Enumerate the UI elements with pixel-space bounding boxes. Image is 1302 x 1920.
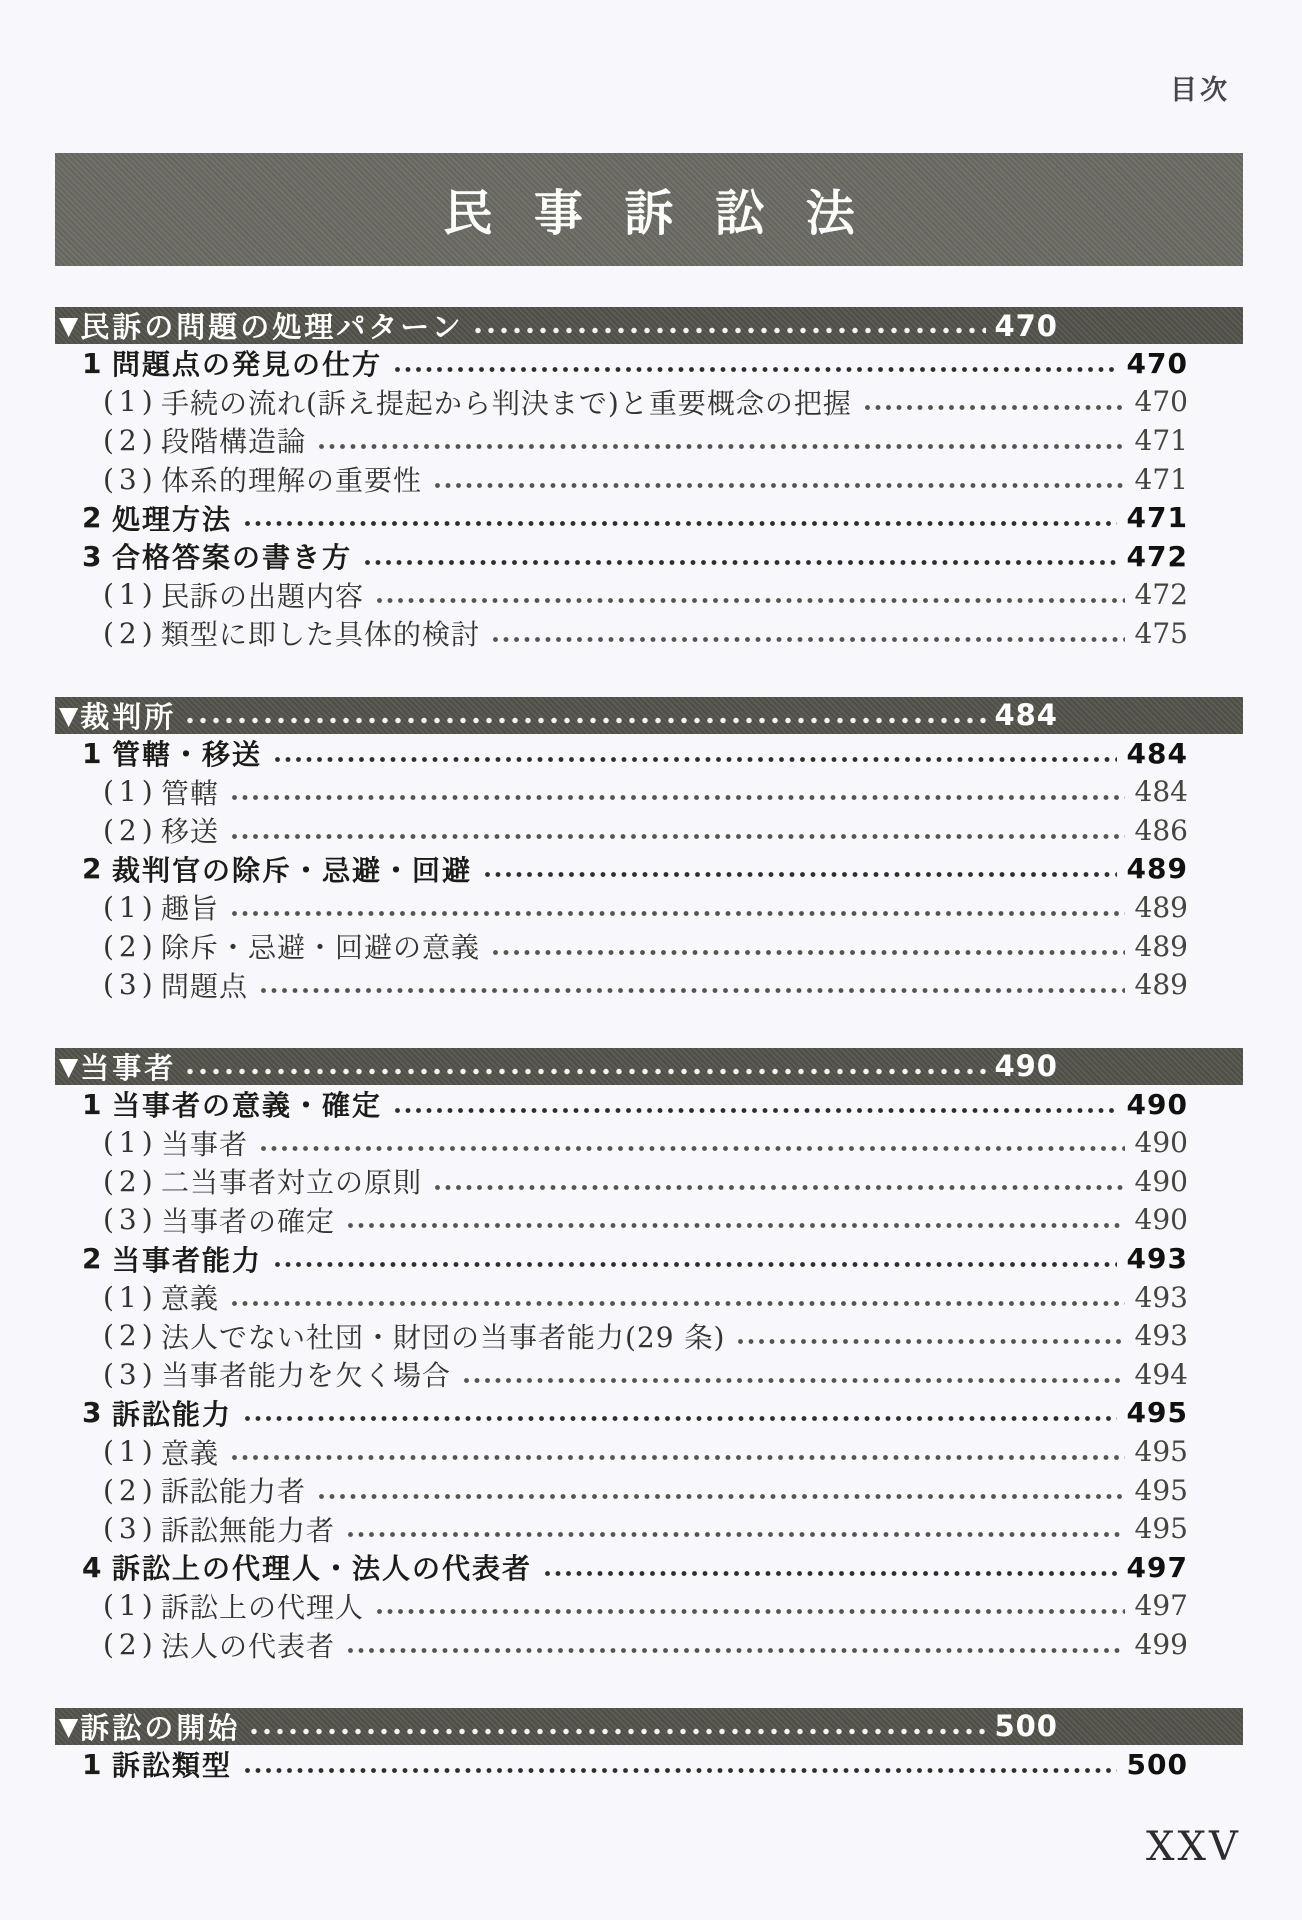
entry-label: 当事者 <box>161 1127 249 1161</box>
dot-leader <box>260 987 1125 994</box>
dot-leader <box>274 1261 1117 1268</box>
dot-leader <box>376 1608 1125 1615</box>
toc-entry <box>55 965 1188 1004</box>
entry-number: (2) <box>103 1319 158 1353</box>
entry-number: 1 <box>82 1747 102 1781</box>
entry-label: 管轄・移送 <box>112 738 263 772</box>
triangle-marker-icon: ▼ <box>59 700 79 730</box>
entry-number: (3) <box>103 968 158 1002</box>
entry-label: 手続の流れ(訴え提起から判決まで)と重要概念の把握 <box>161 386 852 420</box>
entry-number: (2) <box>103 1473 158 1507</box>
toc-entry <box>55 614 1188 653</box>
entry-label: 除斥・忌避・回避の意義 <box>161 931 481 965</box>
toc-entry <box>55 460 1188 499</box>
entry-page-number: 494 <box>1134 1357 1188 1391</box>
dot-leader <box>463 1377 1125 1384</box>
toc-entry <box>55 344 1188 383</box>
entry-page-number: 493 <box>1126 1242 1188 1276</box>
dot-leader <box>244 1767 1117 1774</box>
dot-leader <box>244 520 1117 527</box>
entry-number: 3 <box>82 1396 102 1430</box>
entry-number: (3) <box>103 1203 158 1237</box>
toc-entry <box>55 1355 1188 1394</box>
toc-entry <box>55 1745 1188 1784</box>
toc-entry <box>55 1471 1188 1510</box>
entry-page-number: 486 <box>1134 813 1188 847</box>
toc-corner-label: 目次 <box>1170 75 1230 106</box>
entry-page-number: 489 <box>1134 929 1188 963</box>
toc-entry <box>55 498 1188 537</box>
entry-label: 当事者能力を欠く場合 <box>161 1359 452 1393</box>
dot-leader <box>394 366 1117 373</box>
toc-entry <box>55 1625 1188 1664</box>
entry-number: (3) <box>103 462 158 496</box>
entry-page-number: 490 <box>1126 1087 1188 1121</box>
section-page-number: 500 <box>994 1709 1058 1744</box>
section-header-bar <box>55 1048 1243 1085</box>
section-page-number: 484 <box>994 698 1058 733</box>
dot-leader <box>492 949 1125 956</box>
entry-label: 訴訟上の代理人・法人の代表者 <box>112 1552 533 1586</box>
entry-page-number: 475 <box>1134 616 1188 650</box>
entry-page-number: 490 <box>1134 1164 1188 1198</box>
entry-label: 訴訟上の代理人 <box>161 1590 365 1624</box>
triangle-marker-icon: ▼ <box>59 1711 79 1741</box>
dot-leader <box>274 756 1117 763</box>
dot-leader <box>250 1728 986 1735</box>
entry-label: 問題点 <box>161 969 249 1003</box>
toc-entry <box>55 1124 1188 1163</box>
toc-entry <box>55 383 1188 422</box>
entry-page-number: 495 <box>1134 1473 1188 1507</box>
entry-number: (1) <box>103 1126 158 1160</box>
dot-leader <box>186 1068 986 1075</box>
section-items <box>55 344 1188 653</box>
dot-leader <box>484 871 1117 878</box>
entry-page-number: 489 <box>1134 968 1188 1002</box>
dot-leader <box>260 1145 1125 1152</box>
dot-leader <box>474 327 987 334</box>
toc-entry <box>55 576 1188 615</box>
entry-page-number: 484 <box>1126 736 1188 770</box>
toc-entry <box>55 1587 1188 1626</box>
section-items <box>55 1745 1188 1784</box>
dot-leader <box>394 1107 1117 1114</box>
entry-page-number: 471 <box>1134 462 1188 496</box>
entry-number: 1 <box>82 346 102 380</box>
subject-title: 民事訴訟法 <box>443 184 897 242</box>
dot-leader <box>231 833 1125 840</box>
entry-label: 訴訟能力者 <box>161 1475 307 1509</box>
toc-entry <box>55 537 1188 576</box>
triangle-marker-icon: ▼ <box>59 1051 79 1081</box>
dot-leader <box>737 1338 1124 1345</box>
dot-leader <box>318 443 1125 450</box>
entry-number: (3) <box>103 1512 158 1546</box>
entry-label: 移送 <box>161 815 220 849</box>
entry-number: 2 <box>82 852 102 886</box>
toc-entry <box>55 421 1188 460</box>
entry-label: 類型に即した具体的検討 <box>161 618 481 652</box>
section-title: 訴訟の開始 <box>80 1710 241 1745</box>
entry-label: 合格答案の書き方 <box>112 541 353 575</box>
entry-page-number: 471 <box>1134 423 1188 457</box>
entry-label: 訴訟無能力者 <box>161 1513 336 1547</box>
entry-number: (1) <box>103 775 158 809</box>
dot-leader <box>347 1222 1125 1229</box>
section-title: 裁判所 <box>80 699 177 734</box>
toc-entry <box>55 1201 1188 1240</box>
entry-number: 1 <box>82 1087 102 1121</box>
entry-page-number: 484 <box>1134 775 1188 809</box>
entry-number: 4 <box>82 1550 102 1584</box>
dot-leader <box>231 1300 1125 1307</box>
toc-entry <box>55 1278 1188 1317</box>
entry-page-number: 471 <box>1126 501 1188 535</box>
entry-page-number: 495 <box>1126 1396 1188 1430</box>
entry-page-number: 489 <box>1134 890 1188 924</box>
entry-label: 趣旨 <box>161 892 220 926</box>
section-page-number: 490 <box>994 1049 1058 1084</box>
entry-page-number: 493 <box>1134 1280 1188 1314</box>
entry-number: (1) <box>103 1280 158 1314</box>
entry-label: 訴訟類型 <box>112 1749 233 1783</box>
toc-entry <box>55 1394 1188 1433</box>
entry-label: 意義 <box>161 1436 220 1470</box>
page-number: XXV <box>1146 1824 1241 1870</box>
entry-number: (2) <box>103 616 158 650</box>
entry-page-number: 499 <box>1134 1628 1188 1662</box>
entry-page-number: 472 <box>1126 539 1188 573</box>
entry-number: 1 <box>82 736 102 770</box>
toc-entry <box>55 1316 1188 1355</box>
entry-label: 法人でない社団・財団の当事者能力(29 条) <box>161 1320 726 1354</box>
toc-entry <box>55 811 1188 850</box>
entry-number: (1) <box>103 1589 158 1623</box>
entry-page-number: 495 <box>1134 1512 1188 1546</box>
dot-leader <box>434 482 1125 489</box>
toc-section <box>55 1708 1243 1784</box>
toc-entry <box>55 1548 1188 1587</box>
entry-label: 民訴の出題内容 <box>161 579 365 613</box>
entry-page-number: 497 <box>1134 1589 1188 1623</box>
entry-page-number: 470 <box>1134 385 1188 419</box>
triangle-marker-icon: ▼ <box>59 311 79 340</box>
entry-page-number: 490 <box>1134 1203 1188 1237</box>
toc-entry <box>55 734 1188 773</box>
entry-number: (3) <box>103 1357 158 1391</box>
dot-leader <box>231 910 1125 917</box>
entry-label: 二当事者対立の原則 <box>161 1166 423 1200</box>
entry-label: 管轄 <box>161 776 220 810</box>
toc-section <box>55 307 1243 653</box>
section-page-number: 470 <box>994 308 1058 343</box>
entry-page-number: 497 <box>1126 1550 1188 1584</box>
entry-label: 当事者の意義・確定 <box>112 1089 383 1123</box>
entry-number: 2 <box>82 501 102 535</box>
toc-entry <box>55 1085 1188 1124</box>
entry-page-number: 493 <box>1134 1319 1188 1353</box>
section-header-bar <box>55 1708 1243 1745</box>
entry-number: (1) <box>103 578 158 612</box>
toc-entry <box>55 1162 1188 1201</box>
section-header-bar <box>55 697 1243 734</box>
entry-label: 段階構造論 <box>161 425 307 459</box>
entry-label: 法人の代表者 <box>161 1629 336 1663</box>
dot-leader <box>347 1647 1125 1654</box>
entry-page-number: 500 <box>1126 1747 1188 1781</box>
entry-number: 2 <box>82 1242 102 1276</box>
dot-leader <box>244 1415 1117 1422</box>
toc-entry <box>55 772 1188 811</box>
dot-leader <box>186 717 986 724</box>
toc-entry <box>55 1239 1188 1278</box>
entry-number: (2) <box>103 813 158 847</box>
section-header-bar <box>55 307 1243 344</box>
section-items <box>55 734 1188 1004</box>
toc-entry <box>55 1509 1188 1548</box>
entry-number: (1) <box>103 890 158 924</box>
entry-number: 3 <box>82 539 102 573</box>
toc-entry <box>55 1432 1188 1471</box>
entry-page-number: 495 <box>1134 1435 1188 1469</box>
entry-label: 体系的理解の重要性 <box>161 464 423 498</box>
dot-leader <box>492 636 1125 643</box>
entry-label: 意義 <box>161 1282 220 1316</box>
dot-leader <box>318 1493 1125 1500</box>
entry-label: 問題点の発見の仕方 <box>112 348 383 382</box>
dot-leader <box>434 1184 1125 1191</box>
section-title: 民訴の問題の処理パターン <box>80 310 464 344</box>
entry-label: 訴訟能力 <box>112 1397 233 1431</box>
entry-label: 裁判官の除斥・忌避・回避 <box>112 853 473 887</box>
dot-leader <box>231 1454 1125 1461</box>
entry-page-number: 489 <box>1126 852 1188 886</box>
entry-page-number: 472 <box>1134 578 1188 612</box>
toc-entry <box>55 888 1188 927</box>
entry-number: (2) <box>103 1628 158 1662</box>
section-title: 当事者 <box>80 1050 177 1085</box>
dot-leader <box>376 597 1125 604</box>
entry-number: (1) <box>103 1435 158 1469</box>
entry-label: 当事者の確定 <box>161 1204 336 1238</box>
section-items <box>55 1085 1188 1664</box>
entry-number: (2) <box>103 423 158 457</box>
dot-leader <box>231 794 1125 801</box>
entry-label: 当事者能力 <box>112 1243 263 1277</box>
toc-section <box>55 1048 1243 1664</box>
dot-leader <box>364 559 1117 566</box>
entry-label: 処理方法 <box>112 502 233 536</box>
entry-page-number: 470 <box>1126 346 1188 380</box>
toc-entry <box>55 927 1188 966</box>
dot-leader <box>347 1531 1125 1538</box>
entry-number: (1) <box>103 385 158 419</box>
entry-number: (2) <box>103 1164 158 1198</box>
dot-leader <box>864 404 1125 411</box>
entry-number: (2) <box>103 929 158 963</box>
subject-banner <box>55 153 1243 266</box>
entry-page-number: 490 <box>1134 1126 1188 1160</box>
toc-entry <box>55 850 1188 889</box>
dot-leader <box>544 1570 1117 1577</box>
toc-sections <box>55 307 1243 1783</box>
toc-section <box>55 697 1243 1004</box>
